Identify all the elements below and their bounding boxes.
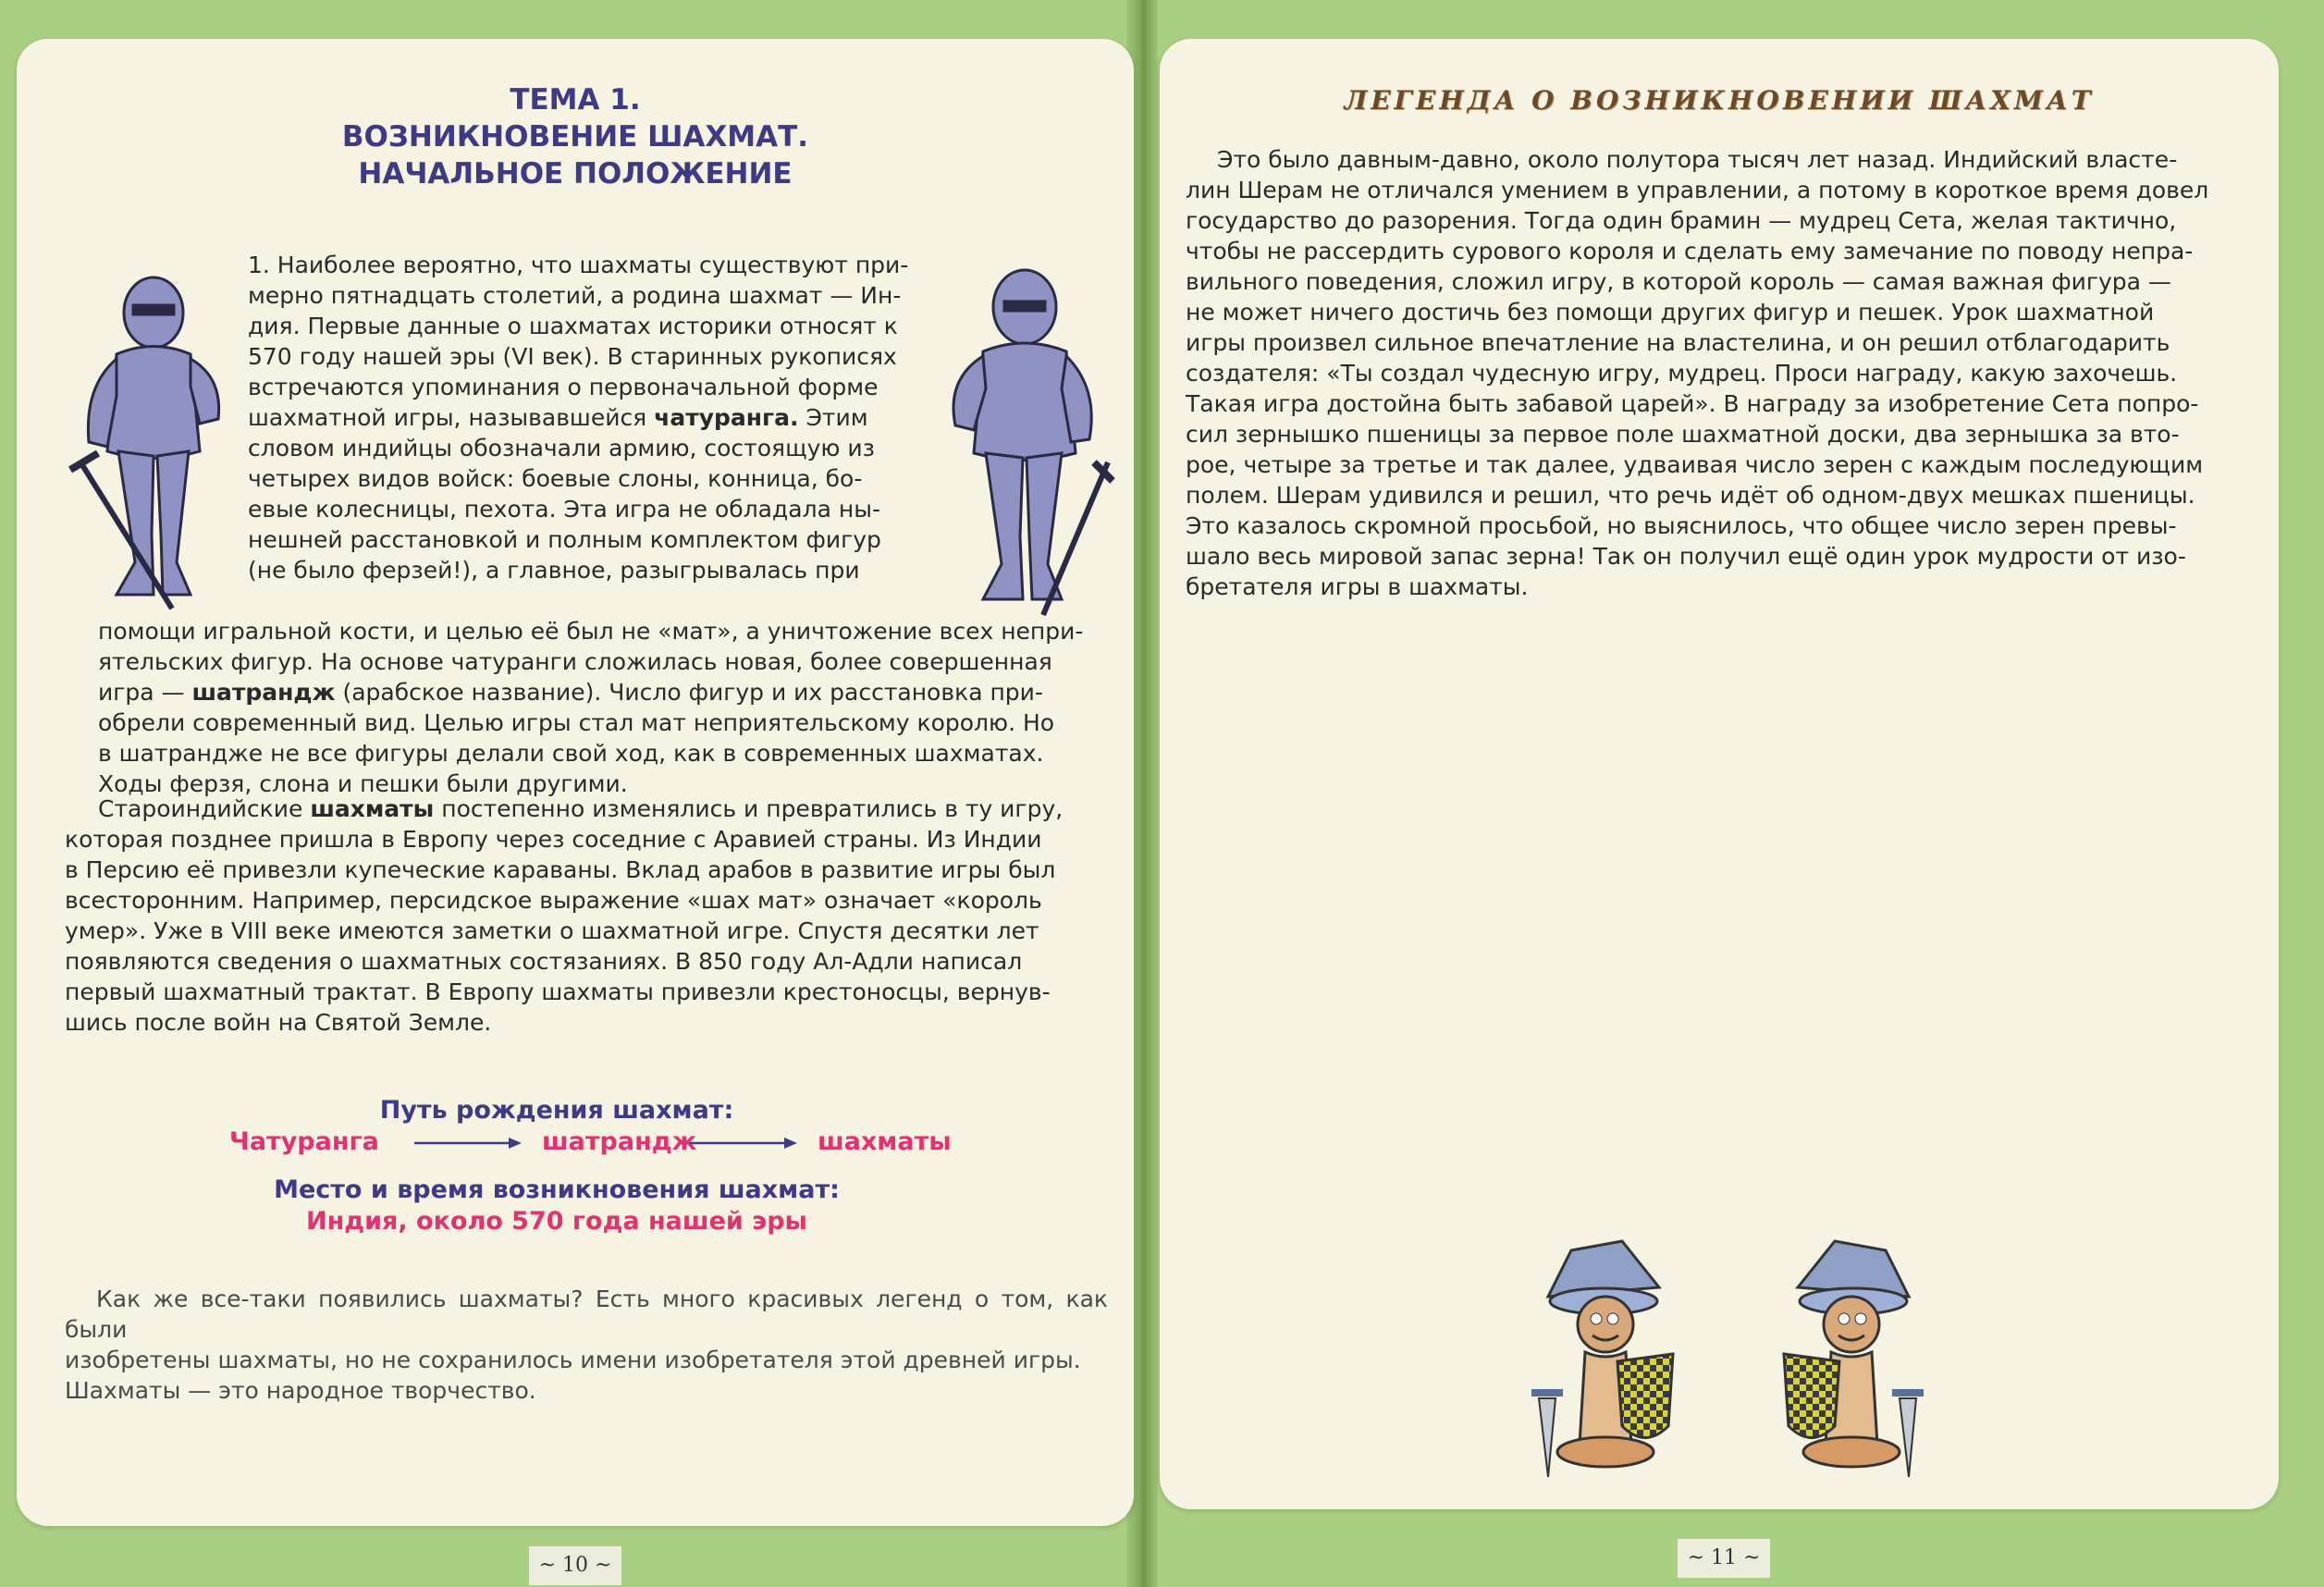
pawn-knight-left-illustration [1520, 1223, 1696, 1500]
term-chess: шахматы [310, 795, 435, 822]
topic-title-line-1: ТЕМА 1. [510, 83, 641, 117]
page-number-right: ~ 11 ~ [1678, 1539, 1770, 1578]
text-line: умер». Уже в VIII веке имеются заметки о шахматной игре. Спустя десятки лет [65, 917, 1039, 944]
arrow-right-icon [688, 1134, 799, 1152]
text-line: встречаются упоминания о первоначальной форме [248, 374, 879, 400]
text-line: которая позднее пришла в Европу через соседние с Аравией страны. Из Индии [65, 826, 1042, 853]
text-line: Такая игра достойна быть забавой царей». В награду за изобретение Сета попро- [1186, 390, 2199, 417]
text-line: в шатрандже не все фигуры делали свой ход, как в современных шахматах. [98, 740, 1044, 767]
text-line: лин Шерам не отличался умением в управлении, а потому в короткое время довел [1186, 177, 2209, 203]
text-line: помощи игральной кости, и целью её был не «мат», а уничтожение всех непри- [98, 618, 1084, 645]
path-item-chess: шахматы [818, 1127, 952, 1156]
text-line: шало весь мировой запас зерна! Так он получил ещё один урок мудрости от изо- [1186, 543, 2186, 570]
text-line: шись после войн на Святой Земле. [65, 1009, 492, 1036]
topic-title-line-3: НАЧАЛЬНОЕ ПОЛОЖЕНИЕ [358, 157, 793, 191]
text-line: не может ничего достичь без помощи других фигур и пешек. Урок шахматной [1186, 299, 2155, 326]
text-line: евые колесницы, пехота. Эта игра не обладала ны- [248, 496, 880, 523]
text-line: мерно пятнадцать столетий, а родина шахмат — Ин- [248, 282, 902, 309]
text-line: 570 году нашей эры (VI век). В старинных рукописях [248, 343, 897, 370]
text-line: обрели современный вид. Целью игры стал мат неприятельскому королю. Но [98, 709, 1055, 736]
text-line [248, 402, 923, 433]
paragraph-1-narrow [248, 250, 923, 585]
right-page [1160, 39, 2279, 1509]
paragraph-2 [65, 794, 1108, 1038]
text-line: вильного поведения, сложил игру, в которой король — самая важная фигура — [1186, 268, 2171, 295]
arrow-right-icon [412, 1134, 523, 1152]
text-line: чтобы не рассердить сурового короля и сделать ему замечание по поводу непра- [1186, 238, 2194, 264]
text-line: ятельских фигур. На основе чатуранги сложилась новая, более совершенная [98, 648, 1052, 675]
text-line: четырех видов войск: боевые слоны, конница, бо- [248, 465, 863, 492]
text-line: создателя: «Ты создал чудесную игру, мудрец. Проси награду, какую захочешь. [1186, 360, 2178, 387]
text-span: Этим [805, 404, 868, 431]
pawn-knight-right-illustration [1761, 1223, 1937, 1500]
paragraph-3 [65, 1284, 1108, 1406]
topic-title-line-2: ВОЗНИКНОВЕНИЕ ШАХМАТ. [341, 120, 809, 154]
text-line: Шахматы — это народное творчество. [65, 1377, 536, 1404]
text-line: полем. Шерам удивился и решил, что речь идёт об одном-двух мешках пшеницы. [1186, 482, 2195, 509]
page-number-left: ~ 10 ~ [529, 1546, 621, 1585]
term-shatranj: шатрандж [191, 679, 336, 706]
text-line: бретателя игры в шахматы. [1186, 573, 1529, 600]
text-line: в Персию её привезли купеческие караваны. Вклад арабов в развитие игры был [65, 856, 1056, 883]
text-line: 1. Наиболее вероятно, что шахматы существуют при- [248, 252, 909, 278]
text-line: Как же все-таки появились шахматы? Есть много красивых легенд о том, как были [65, 1286, 1108, 1343]
text-span: шахматной игры, называвшейся [248, 404, 647, 431]
text-line: всесторонним. Например, персидское выражение «шах мат» означает «король [65, 887, 1042, 914]
text-line: первый шахматный трактат. В Европу шахматы привезли крестоносцы, вернув- [65, 978, 1051, 1005]
left-page [17, 39, 1134, 1526]
text-line [65, 794, 1108, 824]
path-heading: Путь рождения шахмат: [379, 1096, 734, 1125]
text-span: (арабское название). Число фигур и их расстановка при- [342, 679, 1043, 706]
knight-right-illustration [923, 250, 1117, 620]
path-item-shatranj: шатрандж [542, 1127, 697, 1156]
text-line: Это казалось скромной просьбой, но выяснилось, что общее число зерен превы- [1186, 512, 2177, 539]
text-span: постепенно изменялись и превратились в ту игру, [441, 795, 1064, 822]
text-line: появляются сведения о шахматных состязаниях. В 850 году Ал-Адли написал [65, 948, 1023, 975]
origin-value: Индия, около 570 года нашей эры [306, 1207, 807, 1236]
origin-heading: Место и время возникновения шахмат: [274, 1175, 840, 1204]
text-line: словом индийцы обозначали армию, состоящую из [248, 435, 875, 461]
text-line: рое, четыре за третье и так далее, удваивая число зерен с каждым последующим [1186, 451, 2204, 478]
text-line: Ходы ферзя, слона и пешки были другими. [98, 770, 628, 797]
text-span: Староиндийские [98, 795, 303, 822]
text-line: сил зернышко пшеницы за первое поле шахматной доски, два зернышка за вто- [1186, 421, 2180, 448]
legend-title: ЛЕГЕНДА О ВОЗНИКНОВЕНИИ ШАХМАТ [1344, 85, 2095, 116]
text-line: игры произвел сильное впечатление на властелина, и он решил отблагодарить [1186, 329, 2170, 356]
legend-paragraph [1186, 144, 2227, 602]
text-span: игра — [98, 679, 185, 706]
path-item-chaturanga: Чатуранга [229, 1127, 379, 1156]
knight-left-illustration [61, 257, 246, 618]
text-line: (не было ферзей!), а главное, разыгрывалась при [248, 557, 860, 584]
topic-title [17, 81, 1134, 192]
term-chaturanga: чатуранга. [654, 404, 799, 431]
text-line: изобретены шахматы, но не сохранилось имени изобретателя этой древней игры. [65, 1347, 1081, 1373]
text-line: нешней расстановкой и полным комплектом фигур [248, 526, 881, 553]
text-line: дия. Первые данные о шахматах историки относят к [248, 313, 898, 339]
text-line: государство до разорения. Тогда один брамин — мудрец Сета, желая тактично, [1186, 207, 2177, 234]
text-line: Это было давным-давно, около полутора тысяч лет назад. Индийский власте- [1217, 146, 2178, 173]
text-line [98, 677, 1108, 707]
paragraph-1-wide [98, 616, 1108, 799]
